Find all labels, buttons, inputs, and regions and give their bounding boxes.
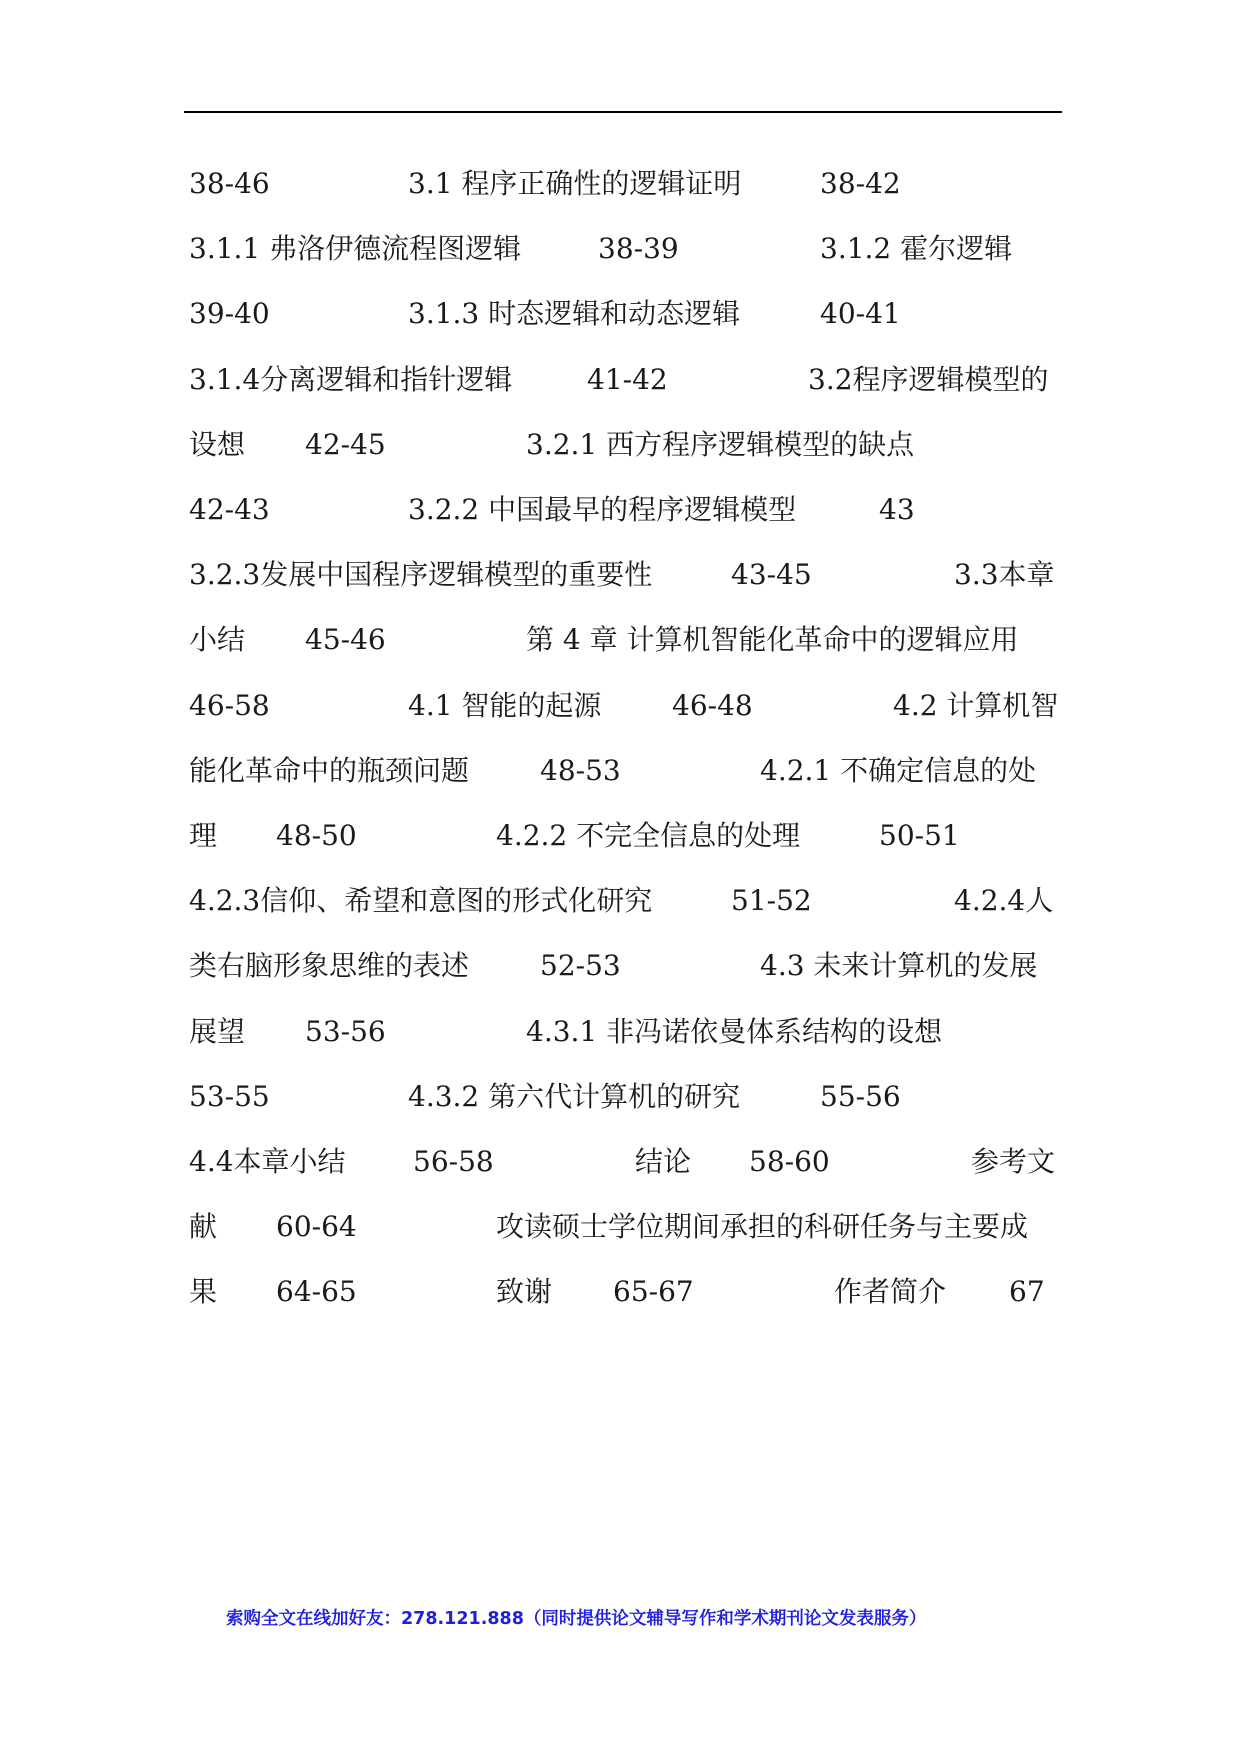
toc-segment: 65-67 bbox=[613, 1275, 694, 1309]
toc-line bbox=[0, 425, 1241, 465]
toc-segment: 3.1.2 霍尔逻辑 bbox=[820, 232, 1013, 266]
toc-line bbox=[0, 555, 1241, 595]
toc-segment: 4.1 智能的起源 bbox=[408, 688, 602, 722]
toc-line bbox=[0, 1207, 1241, 1247]
toc-segment: 42-45 bbox=[305, 427, 386, 461]
toc-segment: 3.2程序逻辑模型的 bbox=[808, 362, 1049, 396]
toc-segment: 60-64 bbox=[276, 1210, 357, 1244]
toc-segment: 52-53 bbox=[540, 949, 621, 983]
toc-segment: 53-56 bbox=[305, 1014, 386, 1048]
footer-contact-note: 索购全文在线加好友：278.121.888（同时提供论文辅导写作和学术期刊论文发表服务） bbox=[226, 1609, 927, 1629]
toc-segment: 43 bbox=[879, 493, 915, 526]
toc-line bbox=[0, 1012, 1241, 1052]
toc-segment: 38-42 bbox=[820, 167, 901, 200]
toc-segment: 果 bbox=[189, 1275, 218, 1309]
toc-segment: 攻读硕士学位期间承担的科研任务与主要成 bbox=[496, 1210, 1029, 1244]
toc-segment: 设想 bbox=[189, 427, 246, 461]
toc-line bbox=[0, 1142, 1241, 1182]
toc-segment: 第 4 章 计算机智能化革命中的逻辑应用 bbox=[526, 623, 1019, 657]
toc-segment: 献 bbox=[189, 1210, 218, 1244]
toc-segment: 3.1 程序正确性的逻辑证明 bbox=[408, 167, 742, 200]
toc-segment: 3.2.2 中国最早的程序逻辑模型 bbox=[408, 493, 797, 526]
toc-segment: 3.2.1 西方程序逻辑模型的缺点 bbox=[526, 427, 915, 461]
toc-segment: 3.1.3 时态逻辑和动态逻辑 bbox=[408, 297, 741, 331]
header-rule bbox=[184, 111, 1062, 113]
toc-segment: 42-43 bbox=[189, 493, 270, 526]
toc-segment: 4.4本章小结 bbox=[189, 1145, 346, 1178]
toc-segment: 46-58 bbox=[189, 688, 270, 722]
toc-segment: 40-41 bbox=[820, 297, 901, 331]
toc-line bbox=[0, 751, 1241, 791]
toc-segment: 4.3.1 非冯诺依曼体系结构的设想 bbox=[526, 1014, 943, 1048]
toc-segment: 作者简介 bbox=[834, 1275, 947, 1309]
toc-line bbox=[0, 816, 1241, 856]
toc-segment: 3.1.4分离逻辑和指针逻辑 bbox=[189, 362, 513, 396]
toc-segment: 48-50 bbox=[276, 819, 357, 852]
toc-line bbox=[0, 881, 1241, 921]
toc-line bbox=[0, 294, 1241, 334]
toc-segment: 致谢 bbox=[496, 1275, 553, 1309]
toc-segment: 4.2.3信仰、希望和意图的形式化研究 bbox=[189, 884, 653, 918]
toc-line bbox=[0, 1272, 1241, 1312]
toc-segment: 能化革命中的瓶颈问题 bbox=[189, 753, 470, 787]
toc-segment: 51-52 bbox=[731, 884, 812, 918]
toc-segment: 58-60 bbox=[749, 1145, 830, 1178]
toc-segment: 4.2.4人 bbox=[954, 884, 1054, 918]
toc-segment: 55-56 bbox=[820, 1079, 901, 1113]
toc-segment: 3.1.1 弗洛伊德流程图逻辑 bbox=[189, 232, 522, 266]
toc-segment: 38-46 bbox=[189, 167, 270, 200]
toc-segment: 4.2.1 不确定信息的处 bbox=[760, 753, 1037, 787]
toc-segment: 53-55 bbox=[189, 1079, 270, 1113]
toc-segment: 43-45 bbox=[731, 558, 812, 592]
toc-line bbox=[0, 946, 1241, 986]
toc-segment: 小结 bbox=[189, 623, 246, 657]
toc-segment: 48-53 bbox=[540, 753, 621, 787]
toc-line bbox=[0, 229, 1241, 269]
toc-segment: 4.2 计算机智 bbox=[893, 688, 1059, 722]
toc-segment: 50-51 bbox=[879, 819, 960, 852]
toc-segment: 4.3 未来计算机的发展 bbox=[760, 949, 1038, 983]
toc-segment: 展望 bbox=[189, 1014, 246, 1048]
toc-segment: 64-65 bbox=[276, 1275, 357, 1309]
toc-segment: 4.2.2 不完全信息的处理 bbox=[496, 819, 801, 852]
toc-line bbox=[0, 360, 1241, 400]
toc-line bbox=[0, 1077, 1241, 1117]
toc-line bbox=[0, 620, 1241, 660]
toc-segment: 3.2.3发展中国程序逻辑模型的重要性 bbox=[189, 558, 653, 592]
toc-segment: 39-40 bbox=[189, 297, 270, 331]
toc-segment: 56-58 bbox=[413, 1145, 494, 1178]
toc-line bbox=[0, 164, 1241, 204]
toc-segment: 45-46 bbox=[305, 623, 386, 657]
toc-segment: 46-48 bbox=[672, 688, 753, 722]
toc-segment: 参考文 bbox=[971, 1145, 1056, 1178]
toc-segment: 3.3本章 bbox=[954, 558, 1055, 592]
toc-segment: 类右脑形象思维的表述 bbox=[189, 949, 470, 983]
toc-line bbox=[0, 490, 1241, 530]
toc-segment: 38-39 bbox=[598, 232, 679, 266]
toc-segment: 41-42 bbox=[587, 362, 668, 396]
toc-segment: 理 bbox=[189, 819, 218, 852]
toc-segment: 结论 bbox=[635, 1145, 692, 1178]
toc-line bbox=[0, 686, 1241, 726]
toc-segment: 4.3.2 第六代计算机的研究 bbox=[408, 1079, 741, 1113]
toc-segment: 67 bbox=[1009, 1275, 1045, 1309]
